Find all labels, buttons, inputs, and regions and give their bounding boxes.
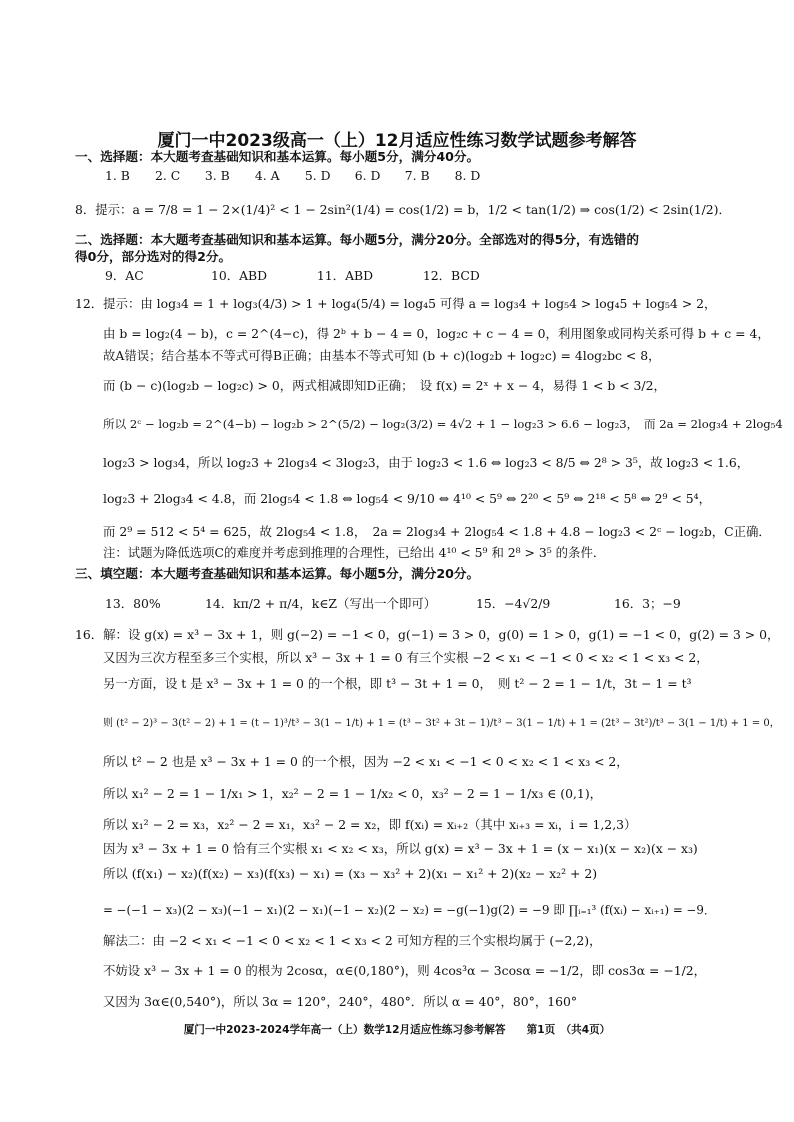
answer-item: 7. B [404, 168, 430, 183]
answer-item: 11．ABD [316, 268, 374, 283]
solution-16-line: 因为 x³ − 3x + 1 = 0 恰有三个实根 x₁ < x₂ < x₃，所以 g(x) = x³ − 3x + 1 = (x − x₁)(x − x₂)(x − x₃) [103, 841, 698, 856]
solution-16-line: 则 (t² − 2)³ − 3(t² − 2) + 1 = (t − 1)³/t³ − 3(1 − 1/t) + 1 = (t³ − 3t² + 3t − 1)/t³ − 3(1 − 1/t) + 1 = (2t³ − 3t²)/t³ − 3(1 − 1/t) + 1 = 0， [103, 718, 780, 729]
solution-16-line: 不妨设 x³ − 3x + 1 = 0 的根为 2cosα，α∈(0,180°)，则 4cos³α − 3cosα = −1/2，即 cos3α = −1/2， [103, 963, 707, 978]
section-2-header: 二、选择题：本大题考查基础知识和基本运算。每小题5分，满分20分。全部选对的得5分，有选错的 [75, 232, 639, 247]
answer-item: 4. A [254, 168, 280, 183]
answer-item: 9．AC [105, 268, 144, 283]
solution-16-line: = −(−1 − x₃)(2 − x₃)(−1 − x₁)(2 − x₁)(−1 − x₂)(2 − x₂) = −g(−1)g(2) = −9 即 ∏ᵢ₌₁³ (f(xᵢ) − xᵢ₊₁) = −9． [103, 903, 716, 917]
solution-16-line: 解法二：由 −2 < x₁ < −1 < 0 < x₂ < 1 < x₃ < 2 可知方程的三个实根均属于 (−2,2)， [103, 933, 602, 948]
solution-16-line: 所以 (f(x₁) − x₂)(f(x₂) − x₃)(f(x₃) − x₁) = (x₃ − x₃² + 2)(x₁ − x₁² + 2)(x₂ − x₂² + 2) [103, 866, 598, 881]
section-2-header-cont: 得0分，部分选对的得2分。 [75, 249, 232, 264]
answer-15: 15．−4√2/9 [476, 596, 551, 611]
hint-12-line: 12．提示：由 log₃4 = 1 + log₃(4/3) > 1 + log₄(5/4) = log₄5 可得 a = log₃4 + log₅4 > log₄5 + log₅4 > 2， [75, 296, 717, 311]
solution-16-line: 所以 x₁² − 2 = x₃，x₂² − 2 = x₁，x₃² − 2 = x₂，即 f(xᵢ) = xᵢ₊₂（其中 xᵢ₊₃ = xᵢ，i = 1,2,3） [103, 817, 637, 832]
solution-16-line: 又因为三次方程至多三个实根，所以 x³ − 3x + 1 = 0 有三个实根 −2 < x₁ < −1 < 0 < x₂ < 1 < x₃ < 2， [103, 650, 709, 665]
answer-16: 16．3；−9 [614, 596, 681, 611]
solution-16-line: 另一方面，设 t 是 x³ − 3x + 1 = 0 的一个根，即 t³ − 3t + 1 = 0， 则 t² − 2 = 1 − 1/t，3t − 1 = t³ [103, 676, 692, 691]
page-footer: 厦门一中2023-2024学年高一（上）数学12月适应性练习参考解答 第1页 （共4页） [183, 1024, 611, 1036]
answer-item: 1. B [105, 168, 130, 183]
solution-16-line: 所以 x₁² − 2 = 1 − 1/x₁ > 1，x₂² − 2 = 1 − 1/x₂ < 0，x₃² − 2 = 1 − 1/x₃ ∈ (0,1)， [103, 786, 603, 801]
hint-12-line: log₂3 > log₃4，所以 log₂3 + 2log₃4 < 3log₂3，由于 log₂3 < 1.6 ⇔ log₂3 < 8/5 ⇔ 2⁸ > 3⁵，故 log₂3 < 1.6， [103, 455, 750, 470]
answer-item: 10．ABD [210, 268, 268, 283]
answer-item: 2. C [154, 168, 181, 183]
answer-item: 8. D [454, 168, 481, 183]
solution-16-line: 16．解：设 g(x) = x³ − 3x + 1，则 g(−2) = −1 < 0，g(−1) = 3 > 0，g(0) = 1 > 0，g(1) = −1 < 0，g(2) = 3 > 0， [75, 627, 780, 642]
answer-13: 13．80% [105, 596, 161, 611]
hint-12-line: 而 2⁹ = 512 < 5⁴ = 625，故 2log₅4 < 1.8， 2a = 2log₃4 + 2log₅4 < 1.8 + 4.8 − log₂3 < 2ᶜ − log₂b，C正确． [103, 524, 771, 539]
hint-12-line: 故A错误；结合基本不等式可得B正确；由基本不等式可知 (b + c)(log₂b + log₂c) = 4log₂bc < 8， [103, 348, 661, 363]
hint-12-note: 注：试题为降低选项C的难度并考虑到推理的合理性，已给出 4¹⁰ < 5⁹ 和 2⁸ > 3⁵ 的条件． [103, 545, 606, 560]
hint-12-line: 而 (b − c)(log₂b − log₂c) > 0，两式相减即知D正确； 设 f(x) = 2ˣ + x − 4，易得 1 < b < 3/2， [103, 378, 666, 393]
answer-item: 3. B [204, 168, 230, 183]
section-1-header: 一、选择题：本大题考查基础知识和基本运算。每小题5分，满分40分。 [75, 149, 480, 164]
section-2-answers [105, 268, 525, 284]
answer-item: 5. D [304, 168, 331, 183]
answer-item: 6. D [354, 168, 381, 183]
answer-14: 14．kπ/2 + π/4，k∈Z（写出一个即可） [205, 596, 437, 611]
hint-12-line: log₂3 + 2log₃4 < 4.8，而 2log₅4 < 1.8 ⇔ log₅4 < 9/10 ⇔ 4¹⁰ < 5⁹ ⇔ 2²⁰ < 5⁹ ⇔ 2¹⁸ < 5⁸ ⇔ 2⁹ < 5⁴， [103, 491, 712, 506]
hint-12-line: 由 b = log₂(4 − b)，c = 2^(4−c)，得 2ᵇ + b − 4 = 0，log₂c + c − 4 = 0，利用图象或同构关系可得 b + c = 4， [103, 326, 770, 341]
hint-12-line: 所以 2ᶜ − log₂b = 2^(4−b) − log₂b > 2^(5/2) − log₂(3/2) = 4√2 + 1 − log₂3 > 6.6 − log₂3， 而 2a = 2log₃4 + 2log₅4 [103, 417, 783, 431]
section-3-header: 三、填空题：本大题考查基础知识和基本运算。每小题5分，满分20分。 [75, 566, 480, 581]
hint-8: 8．提示：a = 7/8 = 1 − 2×(1/4)² < 1 − 2sin²(1/4) = cos(1/2) = b，1/2 < tan(1/2) ⇒ cos(1/2) < 2sin(1/2)． [75, 202, 731, 217]
solution-16-line: 又因为 3α∈(0,540°)，所以 3α = 120°，240°，480°．所以 α = 40°，80°，160° [103, 994, 578, 1009]
page-title: 厦门一中2023级高一（上）12月适应性练习数学试题参考解答 [157, 131, 637, 151]
section-1-answers [105, 168, 501, 184]
answer-item: 12．BCD [422, 268, 480, 283]
solution-16-line: 所以 t² − 2 也是 x³ − 3x + 1 = 0 的一个根，因为 −2 < x₁ < −1 < 0 < x₂ < 1 < x₃ < 2， [103, 754, 629, 769]
